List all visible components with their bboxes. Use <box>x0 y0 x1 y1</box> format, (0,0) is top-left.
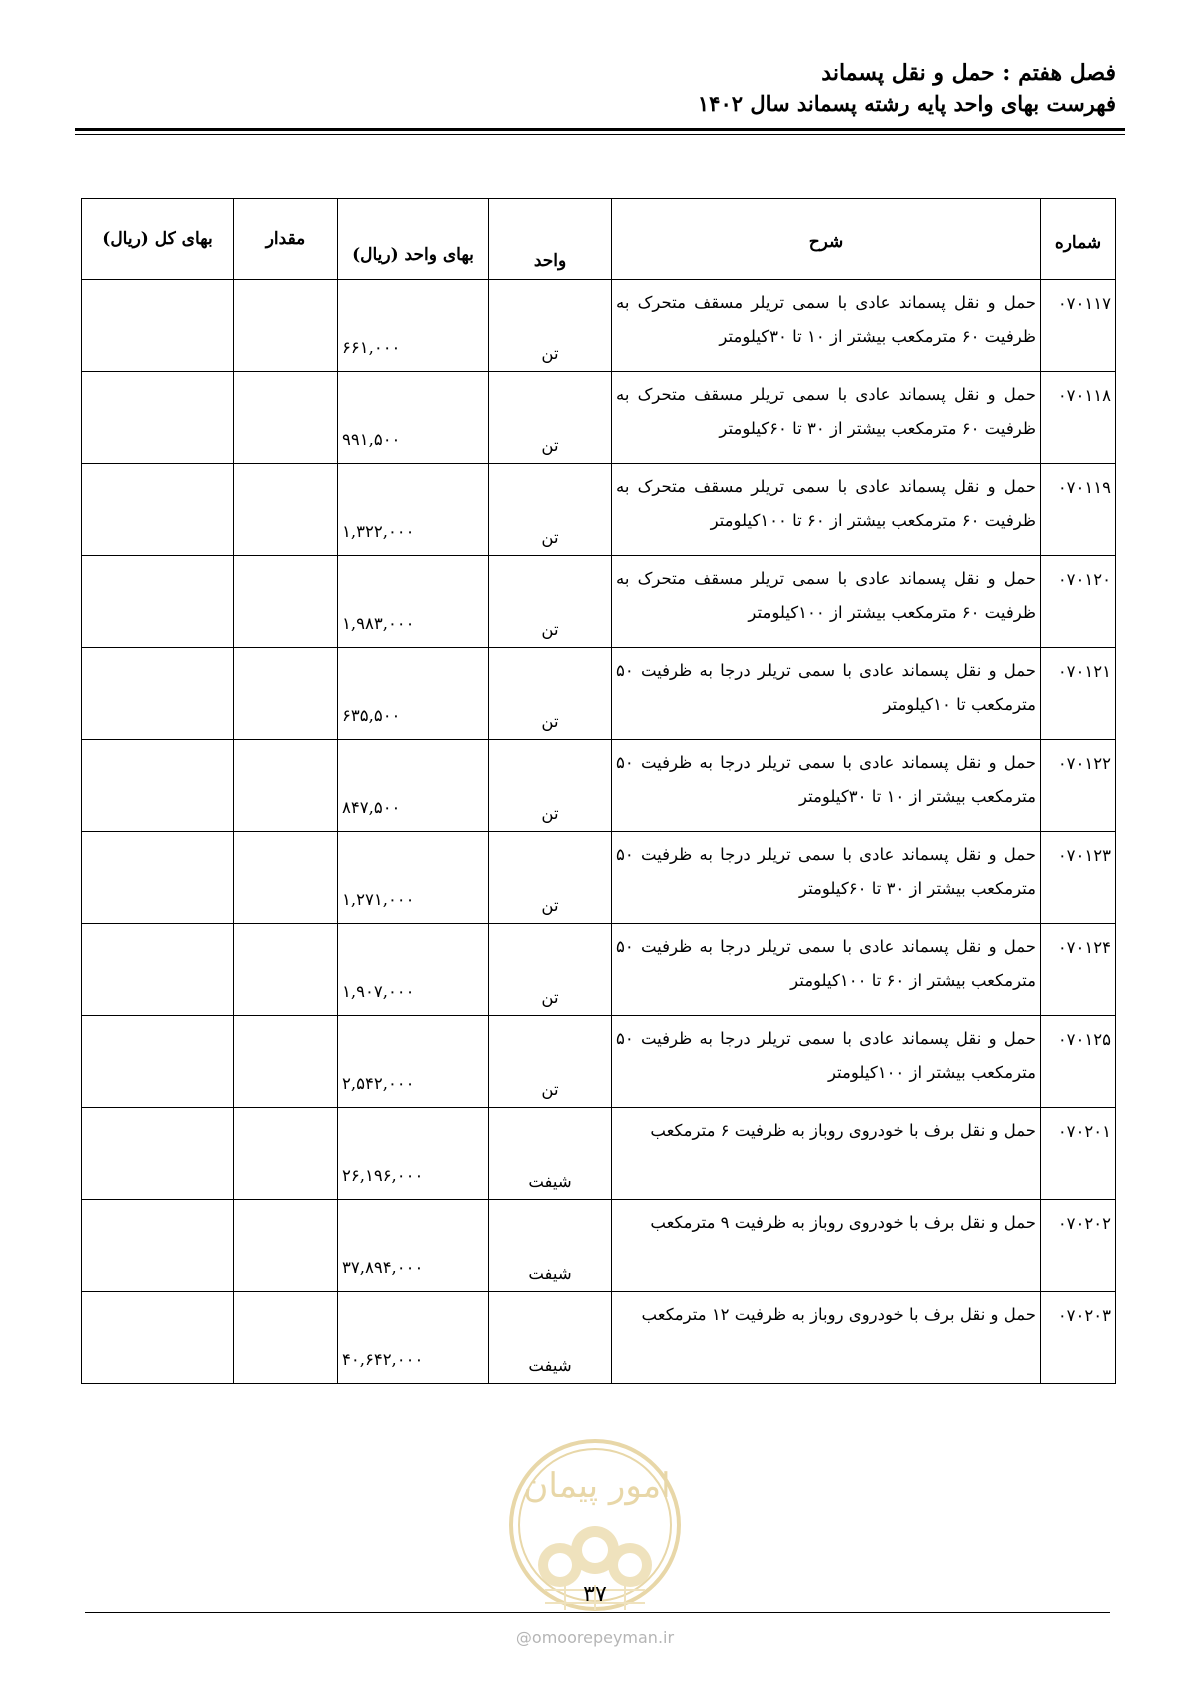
header-code: شماره <box>1041 199 1116 280</box>
row-total <box>82 556 234 648</box>
row-code: ۰۷۰۱۲۱ <box>1041 648 1116 740</box>
row-code: ۰۷۰۲۰۲ <box>1041 1200 1116 1292</box>
page-number: ۳۷ <box>583 1582 607 1607</box>
row-unit: تن <box>489 924 612 1016</box>
header-rule-thin <box>75 134 1125 135</box>
row-total <box>82 1200 234 1292</box>
row-quantity <box>234 280 338 372</box>
row-description: حمل و نقل برف با خودروی روباز به ظرفیت ۱۲ مترمکعب <box>612 1292 1041 1384</box>
header-unit: واحد <box>489 199 612 280</box>
row-unit: تن <box>489 832 612 924</box>
row-unit-price: ۴۰,۶۴۲,۰۰۰ <box>338 1292 489 1384</box>
header-rule-thick <box>75 128 1125 131</box>
row-quantity <box>234 1292 338 1384</box>
row-description: حمل و نقل برف با خودروی روباز به ظرفیت ۹ مترمکعب <box>612 1200 1041 1292</box>
table-row <box>82 740 1116 832</box>
table-row <box>82 924 1116 1016</box>
row-quantity <box>234 1108 338 1200</box>
row-unit: تن <box>489 1016 612 1108</box>
table-header-row <box>82 199 1116 280</box>
row-code: ۰۷۰۲۰۱ <box>1041 1108 1116 1200</box>
table-row <box>82 464 1116 556</box>
row-unit-price: ۱,۹۸۳,۰۰۰ <box>338 556 489 648</box>
row-unit: تن <box>489 648 612 740</box>
header-unit-price: بهای واحد (ریال) <box>338 199 489 280</box>
row-description: حمل و نقل پسماند عادی با سمی تریلر درجا به ظرفیت ۵۰ مترمکعب بیشتر از ۱۰۰کیلومتر <box>612 1016 1041 1108</box>
row-total <box>82 1108 234 1200</box>
row-description: حمل و نقل پسماند عادی با سمی تریلر درجا به ظرفیت ۵۰ مترمکعب بیشتر از ۳۰ تا ۶۰کیلومتر <box>612 832 1041 924</box>
footer-rule <box>85 1612 1110 1613</box>
row-total <box>82 648 234 740</box>
table-row <box>82 372 1116 464</box>
row-unit-price: ۱,۳۲۲,۰۰۰ <box>338 464 489 556</box>
row-unit: تن <box>489 464 612 556</box>
row-description: حمل و نقل پسماند عادی با سمی تریلر مسقف متحرک به ظرفیت ۶۰ مترمکعب بیشتر از ۱۰۰کیلومتر <box>612 556 1041 648</box>
price-list-title: فهرست بهای واحد پایه رشته پسماند سال ۱۴۰۲ <box>697 91 1116 116</box>
row-total <box>82 740 234 832</box>
row-quantity <box>234 648 338 740</box>
row-unit-price: ۳۷,۸۹۴,۰۰۰ <box>338 1200 489 1292</box>
table-row <box>82 1292 1116 1384</box>
row-code: ۰۷۰۱۲۰ <box>1041 556 1116 648</box>
row-quantity <box>234 464 338 556</box>
row-code: ۰۷۰۱۱۷ <box>1041 280 1116 372</box>
row-quantity <box>234 740 338 832</box>
table-row <box>82 556 1116 648</box>
row-unit-price: ۶۳۵,۵۰۰ <box>338 648 489 740</box>
row-quantity <box>234 1200 338 1292</box>
row-unit-price: ۸۴۷,۵۰۰ <box>338 740 489 832</box>
row-description: حمل و نقل پسماند عادی با سمی تریلر درجا به ظرفیت ۵۰ مترمکعب بیشتر از ۱۰ تا ۳۰کیلومتر <box>612 740 1041 832</box>
row-description: حمل و نقل برف با خودروی روباز به ظرفیت ۶ مترمکعب <box>612 1108 1041 1200</box>
row-unit: شیفت <box>489 1200 612 1292</box>
row-unit: شیفت <box>489 1108 612 1200</box>
row-unit: تن <box>489 280 612 372</box>
seal-text: امور پیمان <box>523 1466 671 1506</box>
row-description: حمل و نقل پسماند عادی با سمی تریلر درجا به ظرفیت ۵۰ مترمکعب تا ۱۰کیلومتر <box>612 648 1041 740</box>
row-unit-price: ۱,۹۰۷,۰۰۰ <box>338 924 489 1016</box>
page-header <box>66 58 1116 120</box>
row-unit: تن <box>489 556 612 648</box>
row-description: حمل و نقل پسماند عادی با سمی تریلر مسقف متحرک به ظرفیت ۶۰ مترمکعب بیشتر از ۶۰ تا ۱۰۰کیلومتر <box>612 464 1041 556</box>
row-total <box>82 372 234 464</box>
row-quantity <box>234 556 338 648</box>
row-total <box>82 1016 234 1108</box>
row-total <box>82 1292 234 1384</box>
row-unit: تن <box>489 740 612 832</box>
row-unit-price: ۹۹۱,۵۰۰ <box>338 372 489 464</box>
row-total <box>82 924 234 1016</box>
row-total <box>82 464 234 556</box>
table-body <box>82 280 1116 1384</box>
row-code: ۰۷۰۱۱۸ <box>1041 372 1116 464</box>
row-unit-price: ۲۶,۱۹۶,۰۰۰ <box>338 1108 489 1200</box>
footer-website: @omoorepeyman.ir <box>515 1628 675 1647</box>
row-code: ۰۷۰۱۱۹ <box>1041 464 1116 556</box>
row-total <box>82 832 234 924</box>
row-unit-price: ۲,۵۴۲,۰۰۰ <box>338 1016 489 1108</box>
header-quantity: مقدار <box>234 199 338 280</box>
table-row <box>82 1200 1116 1292</box>
row-quantity <box>234 1016 338 1108</box>
table-row <box>82 1016 1116 1108</box>
row-unit-price: ۶۶۱,۰۰۰ <box>338 280 489 372</box>
table-row <box>82 648 1116 740</box>
row-code: ۰۷۰۱۲۳ <box>1041 832 1116 924</box>
row-unit: شیفت <box>489 1292 612 1384</box>
row-unit: تن <box>489 372 612 464</box>
row-code: ۰۷۰۱۲۲ <box>1041 740 1116 832</box>
row-description: حمل و نقل پسماند عادی با سمی تریلر مسقف متحرک به ظرفیت ۶۰ مترمکعب بیشتر از ۱۰ تا ۳۰کیلومتر <box>612 280 1041 372</box>
row-quantity <box>234 372 338 464</box>
row-description: حمل و نقل پسماند عادی با سمی تریلر مسقف متحرک به ظرفیت ۶۰ مترمکعب بیشتر از ۳۰ تا ۶۰کیلومتر <box>612 372 1041 464</box>
row-description: حمل و نقل پسماند عادی با سمی تریلر درجا به ظرفیت ۵۰ مترمکعب بیشتر از ۶۰ تا ۱۰۰کیلومتر <box>612 924 1041 1016</box>
row-unit-price: ۱,۲۷۱,۰۰۰ <box>338 832 489 924</box>
row-total <box>82 280 234 372</box>
row-quantity <box>234 832 338 924</box>
table-row <box>82 832 1116 924</box>
row-code: ۰۷۰۱۲۵ <box>1041 1016 1116 1108</box>
header-total: بهای کل (ریال) <box>82 199 234 280</box>
row-quantity <box>234 924 338 1016</box>
table-row <box>82 280 1116 372</box>
row-code: ۰۷۰۲۰۳ <box>1041 1292 1116 1384</box>
price-table <box>81 198 1116 1384</box>
row-code: ۰۷۰۱۲۴ <box>1041 924 1116 1016</box>
header-description: شرح <box>612 199 1041 280</box>
table-row <box>82 1108 1116 1200</box>
chapter-title: فصل هفتم : حمل و نقل پسماند <box>821 60 1116 86</box>
